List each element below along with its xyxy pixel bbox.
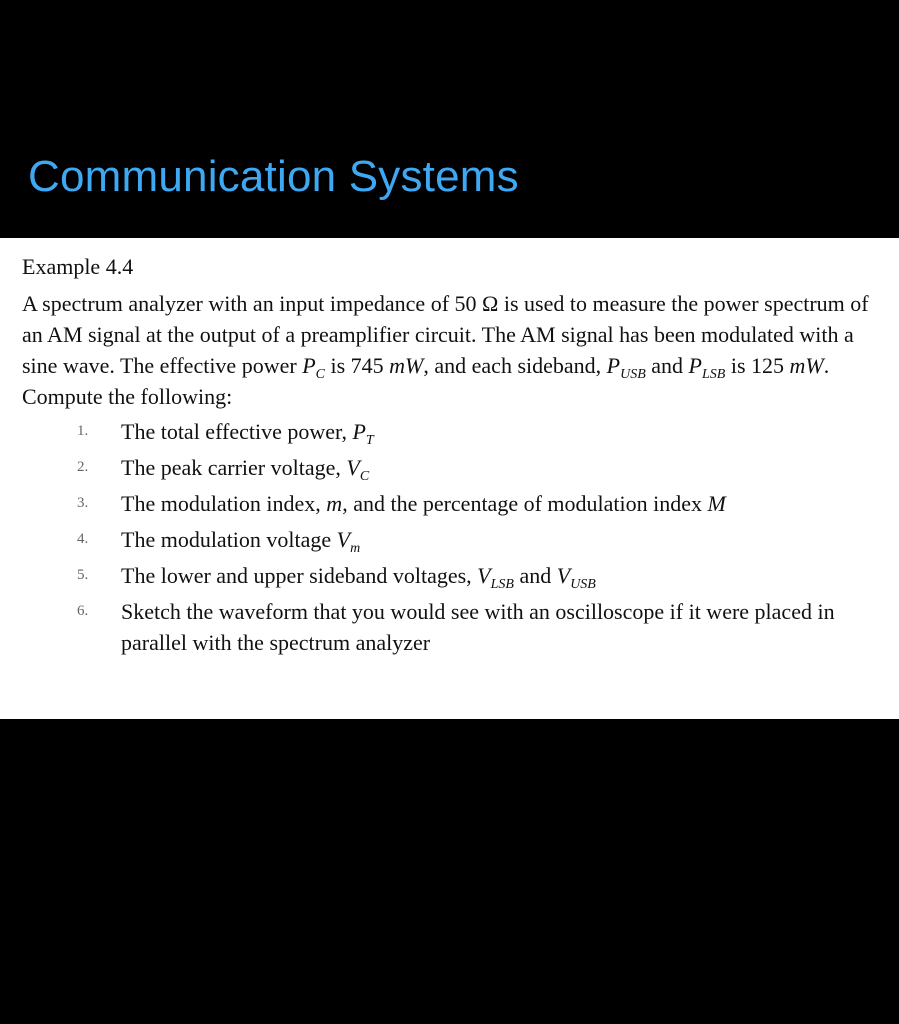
statement-text-1: A spectrum analyzer with an input impedance of 50 Ω is used to measure the power spectrum of an AM signal at the output of a preamplifier circuit. The AM signal has been modulated with a sine wave. The effective power xyxy=(22,291,869,378)
symbol-pc: $P_C$ xyxy=(302,353,325,382)
symbol-m-upper: M xyxy=(707,491,726,516)
content-panel xyxy=(0,238,899,719)
list-number: 1. xyxy=(77,423,89,439)
list-item: 3. The modulation index, m, and the percentage of modulation index M xyxy=(22,488,884,519)
list-item: 5. The lower and upper sideband voltages, $V_{LSB}$ and $V_{USB}$ xyxy=(22,560,884,591)
symbol-vlsb: $V_{LSB}$ xyxy=(477,563,514,592)
symbol-pusb: $P_{USB}$ xyxy=(606,353,646,382)
statement-text-4: and xyxy=(645,353,689,378)
example-text-block xyxy=(22,252,884,663)
symbol-vusb: $V_{USB}$ xyxy=(556,563,596,592)
problem-statement xyxy=(22,288,884,412)
unit-mw-2: mW xyxy=(789,353,824,378)
list-number: 2. xyxy=(77,459,89,475)
symbol-m-lower: m xyxy=(326,491,343,516)
statement-text-5: is 125 xyxy=(725,353,790,378)
task-list xyxy=(22,416,884,658)
list-number: 3. xyxy=(77,495,89,511)
list-item: 1. The total effective power, $P_T$ xyxy=(22,416,884,447)
list-item: 4. The modulation voltage $V_m$ xyxy=(22,524,884,555)
list-item: 6. Sketch the waveform that you would see with an oscilloscope if it were placed in parallel with the spectrum analyzer xyxy=(22,596,884,658)
list-item: 2. The peak carrier voltage, $V_C$ xyxy=(22,452,884,483)
statement-text-6: . Compute the following: xyxy=(22,353,830,409)
list-number: 6. xyxy=(77,603,89,619)
example-heading: Example 4.4 xyxy=(22,254,134,279)
symbol-plsb: $P_{LSB}$ xyxy=(688,353,726,382)
symbol-vm: $V_m$ xyxy=(336,527,361,556)
statement-text-3: , and each sideband, xyxy=(423,353,607,378)
list-number: 4. xyxy=(77,531,89,547)
slide-title: Communication Systems xyxy=(28,152,519,201)
symbol-pt: $P_T$ xyxy=(352,419,374,448)
symbol-vc: $V_C$ xyxy=(346,455,370,484)
unit-mw-1: mW xyxy=(389,353,424,378)
list-number: 5. xyxy=(77,567,89,583)
statement-text-2: is 745 xyxy=(324,353,390,378)
